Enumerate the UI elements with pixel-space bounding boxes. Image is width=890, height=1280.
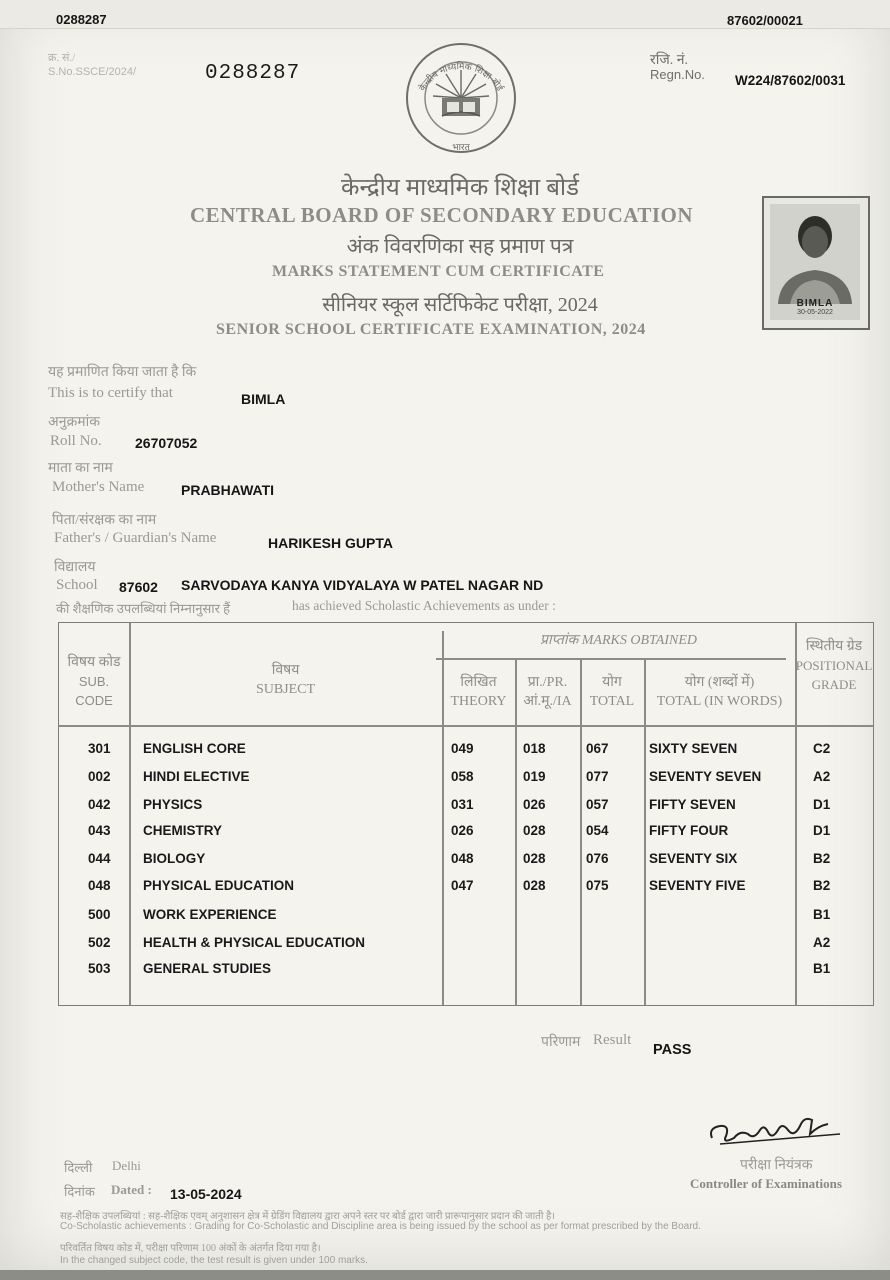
exam-title-english: SENIOR SCHOOL CERTIFICATE EXAMINATION, 2024 [216,321,646,338]
cell-words: FIFTY FOUR [649,823,729,838]
cell-theory: 049 [451,741,474,756]
cell-practical: 026 [523,797,546,812]
cell-total: 077 [586,769,609,784]
cell-practical: 028 [523,823,546,838]
header-grade: स्थितीय ग्रेड POSITIONAL GRADE [795,639,873,692]
cell-subject: GENERAL STUDIES [143,961,272,976]
cell-code: 048 [88,878,111,893]
result-label-en: Result [593,1032,632,1048]
cell-grade: B2 [813,878,831,893]
roll-label-hi: अनुक्रमांक [48,415,100,430]
cell-grade: A2 [813,769,831,784]
cell-code: 301 [88,741,111,756]
cell-total: 076 [586,851,609,866]
photo-name-tag: BIMLA [796,298,834,309]
date-label-en: Dated : [111,1182,152,1197]
cell-practical: 028 [523,878,546,893]
cell-theory: 048 [451,851,474,866]
exam-title-hindi: सीनियर स्कूल सर्टिफिकेट परीक्षा, 2024 [322,294,598,316]
mother-label-en: Mother's Name [52,479,145,495]
cell-total: 075 [586,878,609,893]
emblem-ring-text [402,40,520,162]
controller-signature [700,1100,850,1160]
cell-code: 043 [88,823,111,838]
cell-total: 057 [586,797,609,812]
statement-title-english: MARKS STATEMENT CUM CERTIFICATE [272,263,605,280]
cell-code: 503 [88,961,111,976]
cell-grade: D1 [813,823,831,838]
header-subject: विषय SUBJECT [255,663,316,697]
serial-top-left: 0288287 [56,12,107,27]
marks-table [58,622,874,1006]
header-total: योग TOTAL [589,675,635,709]
date-label-hi: दिनांक [64,1184,95,1199]
footnote-1: सह-शैक्षिक उपलब्धियां : सह-शैक्षिक एवम् अनुशासन क्षेत्र में ग्रेडिंग विद्यालय द्वारा अपने स्तर पर बोर्ड द्वारा जारी प्रारूपानुसार प्रदान की जाती है। [60,1211,556,1222]
cell-subject: WORK EXPERIENCE [143,907,277,922]
cell-grade: D1 [813,797,831,812]
regn-label-hi: रजि. नं. [650,53,689,68]
header-marks-obtained: प्राप्तांक MARKS OBTAINED [540,633,697,648]
cell-theory: 031 [451,797,474,812]
achieved-label-hi: की शैक्षणिक उपलब्धियां निम्नानुसार हैं [56,601,231,616]
cell-grade: B1 [813,961,831,976]
cell-practical: 028 [523,851,546,866]
cell-practical: 019 [523,769,546,784]
candidate-photo [762,196,870,330]
certify-label-hi: यह प्रमाणित किया जाता है कि [48,365,197,380]
cell-subject: PHYSICAL EDUCATION [143,878,295,893]
cell-practical: 018 [523,741,546,756]
serial-number: 0288287 [205,62,301,85]
controller-label-en: Controller of Examinations [690,1176,842,1191]
cell-words: SEVENTY FIVE [649,878,746,893]
achieved-label-en: has achieved Scholastic Achievements as under : [292,598,556,613]
candidate-name: BIMLA [241,391,286,407]
father-name: HARIKESH GUPTA [268,535,393,551]
result-value: PASS [653,1042,692,1058]
cell-subject: PHYSICS [143,797,203,812]
cell-words: SEVENTY SIX [649,851,738,866]
place-label-hi: दिल्ली [64,1160,93,1175]
cell-subject: CHEMISTRY [143,823,223,838]
cell-total: 067 [586,741,609,756]
cell-total: 054 [586,823,609,838]
header-code: विषय कोड SUB. CODE [67,655,121,708]
place-label-en: Delhi [112,1158,141,1173]
sr-label-hi: क्र. सं./ [48,52,76,64]
regn-label-en: Regn.No. [650,67,705,82]
cell-code: 502 [88,935,111,950]
result-label-hi: परिणाम [541,1035,581,1050]
cell-grade: C2 [813,741,831,756]
header-practical: प्रा./PR. आं.मू./IA [523,675,572,709]
cell-words: SIXTY SEVEN [649,741,738,756]
statement-title-hindi: अंक विवरणिका सह प्रमाण पत्र [346,234,574,258]
cell-grade: A2 [813,935,831,950]
father-label-hi: पिता/संरक्षक का नाम [52,513,157,528]
father-label-en: Father's / Guardian's Name [54,530,217,546]
cell-code: 042 [88,797,111,812]
header-theory: लिखित THEORY [450,675,507,709]
certify-label-en: This is to certify that [48,385,173,401]
cell-code: 500 [88,907,111,922]
board-title-english: CENTRAL BOARD OF SECONDARY EDUCATION [190,203,694,227]
footnote-2: Co-Scholastic achievements : Grading for Co-Scholastic and Discipline area is being issued by the school as per format prescribed by the Board. [60,1221,701,1232]
cell-subject: ENGLISH CORE [143,741,246,756]
cell-grade: B1 [813,907,831,922]
sr-label-en: S.No.SSCE/2024/ [48,66,137,78]
footnote-4: In the changed subject code, the test result is given under 100 marks. [60,1255,368,1266]
school-code: 87602 [119,579,158,595]
cell-grade: B2 [813,851,831,866]
svg-text:केन्द्रीय माध्यमिक शिक्षा बोर् [416,60,506,94]
cell-theory: 058 [451,769,474,784]
cell-code: 044 [88,851,111,866]
mother-name: PRABHAWATI [181,482,275,498]
roll-label-en: Roll No. [50,433,102,449]
footnote-3: परिवर्तित विषय कोड में, परीक्षा परिणाम 100 अंकों के अंतर्गत दिया गया है। [60,1243,321,1254]
cell-subject: BIOLOGY [143,851,206,866]
school-label-hi: विद्यालय [54,560,96,575]
controller-label-hi: परीक्षा नियंत्रक [740,1158,813,1173]
board-title-hindi: केन्द्रीय माध्यमिक शिक्षा बोर्ड [341,175,579,201]
school-name: SARVODAYA KANYA VIDYALAYA W PATEL NAGAR ND [181,577,544,593]
cell-words: SEVENTY SEVEN [649,769,762,784]
photo-date-tag: 30-05-2022 [797,309,833,316]
cell-theory: 026 [451,823,474,838]
cell-code: 002 [88,769,111,784]
school-label-en: School [56,577,98,593]
cell-subject: HINDI ELECTIVE [143,769,250,784]
roll-number: 26707052 [135,435,198,451]
emblem-bottom-text: भारत [452,143,470,153]
cell-words: FIFTY SEVEN [649,797,736,812]
code-top-right: 87602/00021 [727,13,803,28]
emblem-ring-label: केन्द्रीय माध्यमिक शिक्षा बोर्ड [417,62,505,94]
regn-number: W224/87602/0031 [735,73,846,88]
cell-subject: HEALTH & PHYSICAL EDUCATION [143,935,366,950]
issue-date: 13-05-2024 [170,1186,242,1202]
mother-label-hi: माता का नाम [48,461,113,476]
header-total-words: योग (शब्दों में) TOTAL (IN WORDS) [656,675,783,709]
cell-theory: 047 [451,878,474,893]
